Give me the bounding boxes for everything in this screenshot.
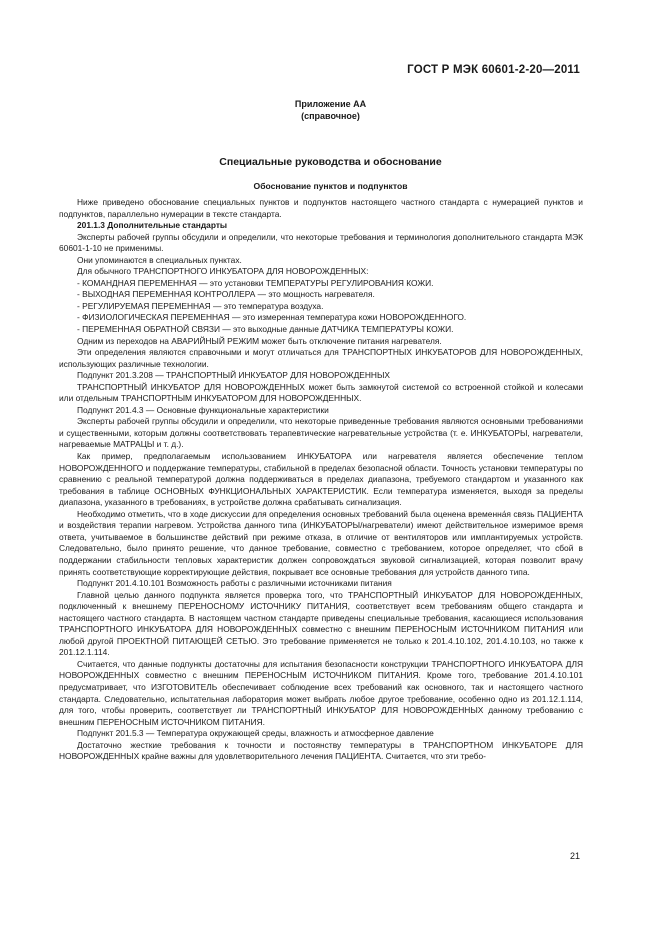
list-item: - ФИЗИОЛОГИЧЕСКАЯ ПЕРЕМЕННАЯ — это измеренная температура кожи НОВОРОЖДЕННОГО. [77, 312, 467, 323]
list-item: - ВЫХОДНАЯ ПЕРЕМЕННАЯ КОНТРОЛЛЕРА — это мощность нагревателя. [77, 289, 375, 300]
paragraph: Ниже приведено обоснование специальных пунктов и подпунктов настоящего частного стандарта с нумерацией пунктов и подпунктов, параллельно нумерации в тексте стандарта. [59, 197, 583, 219]
standard-header: ГОСТ Р МЭК 60601-2-20—2011 [407, 64, 580, 76]
paragraph: Считается, что данные подпункты достаточны для испытания безопасности конструкции ТРАНСПОРТНОГО ИНКУБАТОРА ДЛЯ НОВОРОЖДЕННЫХ совместно с внешним ПЕРЕНОСНЫМ ИСТОЧНИКОМ ПИТАНИЯ. Кроме того, требование 201.4.10.101 предусматривает, что ИЗГОТОВИТЕЛЬ обеспечивает соблюдение всех требований как основного, так и настоящего частного стандарта. Следовательно, испытательная лаборатория может выбрать любое другое требование, особенно одно из 201.12.1.114, для того, чтобы проверить, соответствует ли ТРАНСПОРТНЫЙ ИНКУБАТОР ДЛЯ НОВОРОЖДЕННЫХ данному требованию с внешним ПЕРЕНОСНЫМ ИСТОЧНИКОМ ПИТАНИЯ. [59, 658, 583, 727]
paragraph: Одним из переходов на АВАРИЙНЫЙ РЕЖИМ может быть отключение питания нагревателя. [77, 335, 442, 346]
list-item: - ПЕРЕМЕННАЯ ОБРАТНОЙ СВЯЗИ — это выходные данные ДАТЧИКА ТЕМПЕРАТУРЫ КОЖИ. [77, 324, 454, 335]
paragraph: Эти определения являются справочными и могут отличаться для ТРАНСПОРТНЫХ ИНКУБАТОРОВ ДЛЯ НОВОРОЖДЕННЫХ, использующих различные технологии. [59, 347, 583, 369]
paragraph: Как пример, предполагаемым использованием ИНКУБАТОРА или нагревателя является обеспечение теплом НОВОРОЖДЕННОГО и поддержание температуры, стабильной в пределах безопасной области. Точность установки температуры по сравнению с реальной температурой должна поддерживаться в пределах диапазона, требуемого стандартом и указанного как требования в таблице ОСНОВНЫХ ФУНКЦИОНАЛЬНЫХ ХАРАКТЕРИСТИК. Если температура изменяется, выходя за пределы диапазона, указанного в требованиях, в устройстве должна срабатывать сигнализация. [59, 451, 583, 508]
section-title: Специальные руководства и обоснование [219, 156, 442, 168]
list-item: - КОМАНДНАЯ ПЕРЕМЕННАЯ — это установки ТЕМПЕРАТУРЫ РЕГУЛИРОВАНИЯ КОЖИ. [77, 277, 434, 288]
annex-note: (справочное) [301, 111, 360, 121]
paragraph: Эксперты рабочей группы обсудили и определили, что некоторые приведенные требования являются основными требованиями и существенными, которым должны соответствовать терапевтические нагревательные устройства (т. е. ИНКУБАТОРЫ, нагреватели, нагреваемые МАТРАЦЫ и т. д.). [59, 416, 583, 450]
page-number: 21 [569, 851, 580, 861]
paragraph: Достаточно жесткие требования к точности и постоянству температуры в ТРАНСПОРТНОМ ИНКУБАТОРЕ ДЛЯ НОВОРОЖДЕННЫХ крайне важны для удовлетворительного лечения ПАЦИЕНТА. Считается, что эти требо- [59, 739, 583, 762]
paragraph: Они упоминаются в специальных пунктах. [77, 254, 242, 265]
paragraph: ТРАНСПОРТНЫЙ ИНКУБАТОР ДЛЯ НОВОРОЖДЕННЫХ может быть замкнутой системой со встроенной стойкой и колесами или отдельным ТРАНСПОРТНЫМ ИНКУБАТОРОМ ДЛЯ НОВОРОЖДЕННЫХ. [59, 381, 583, 404]
body-text [59, 197, 583, 763]
paragraph: Для обычного ТРАНСПОРТНОГО ИНКУБАТОРА ДЛЯ НОВОРОЖДЕННЫХ: [77, 266, 369, 277]
list-item: - РЕГУЛИРУЕМАЯ ПЕРЕМЕННАЯ — это температура воздуха. [77, 300, 324, 311]
annex-block [0, 98, 661, 122]
annex-title: Приложение АА [294, 99, 367, 109]
clause-heading: Подпункт 201.3.208 — ТРАНСПОРТНЫЙ ИНКУБАТОР ДЛЯ НОВОРОЖДЕННЫХ [77, 370, 390, 381]
clause-heading: 201.1.3 Дополнительные стандарты [77, 220, 228, 231]
paragraph: Эксперты рабочей группы обсудили и определили, что некоторые требования и терминология дополнительного стандарта МЭК 60601-1-10 не применимы. [59, 231, 583, 254]
clause-heading: Подпункт 201.4.3 — Основные функциональные характеристики [77, 404, 329, 415]
paragraph: Главной целью данного подпункта является проверка того, что ТРАНСПОРТНЫЙ ИНКУБАТОР ДЛЯ НОВОРОЖДЕННЫХ, подключенный к внешнему ПЕРЕНОСНОМУ ИСТОЧНИКУ ПИТАНИЯ, соответствует всем требованиям общего стандарта и настоящего частного стандарта. В настоящем частном стандарте приведены специальные требования, касающиеся использования ТРАНСПОРТНОГО ИНКУБАТОРА ДЛЯ НОВОРОЖДЕННЫХ совместно с внешним ПЕРЕНОСНЫМ ИСТОЧНИКОМ ПИТАНИЯ или любой другой ПРОЕКТНОЙ ПИТАЮЩЕЙ СЕТЬЮ. Это требование применяется не только к 201.4.10.102, 201.4.10.103, но также к 201.12.1.114. [59, 589, 583, 658]
section-subtitle: Обоснование пунктов и подпунктов [253, 181, 408, 191]
clause-heading: Подпункт 201.5.3 — Температура окружающей среды, влажность и атмосферное давление [77, 728, 434, 739]
paragraph: Необходимо отметить, что в ходе дискуссии для определения основных требований была оценена временна́я связь ПАЦИЕНТА и воздействия терапии нагревом. Устройства данного типа (ИНКУБАТОРЫ/нагреватели) имеют действительное измеримое время ответа, учитываемое в большинстве действий при режиме отказа, в отличие от вентиляторов или имплантируемых устройств. Следовательно, было принято решение, что данное требование, совместно с требованием, которое определяет, что сбой в поддержании стабильности тепловых характеристик должен сопровождаться звуковой сигнализацией, которая позволит врачу принять соответствующие корректирующие действия, покрывает все основные требования для устройств данного типа. [59, 508, 583, 577]
clause-heading: Подпункт 201.4.10.101 Возможность работы с различными источниками питания [77, 578, 392, 589]
